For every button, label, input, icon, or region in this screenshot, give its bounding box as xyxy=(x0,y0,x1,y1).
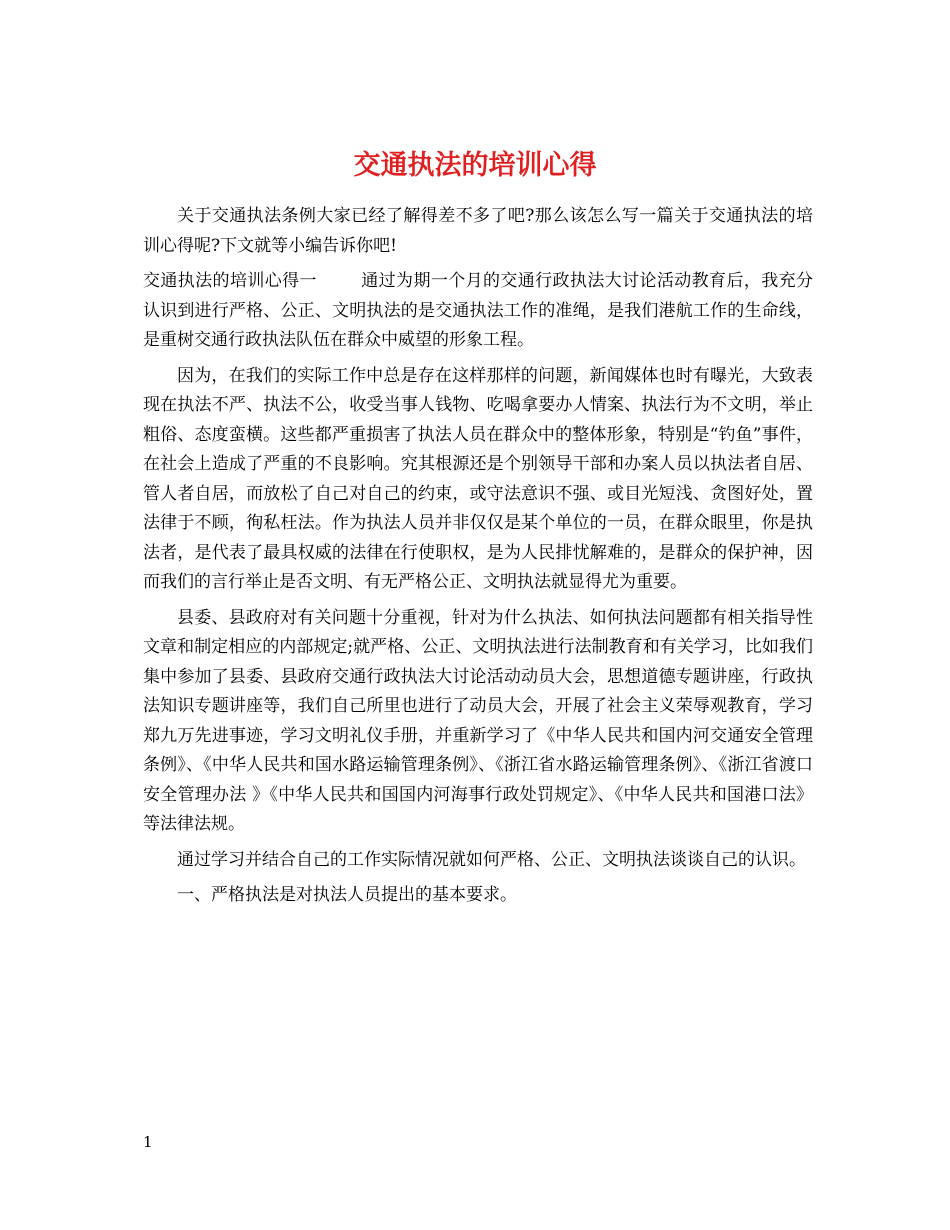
document-title: 交通执法的培训心得 xyxy=(353,150,597,182)
page-number: 1 xyxy=(143,1133,153,1151)
body-paragraph-2: 因为，在我们的实际工作中总是存在这样那样的问题，新闻媒体也时有曝光，大致表现在执法不严、执法不公，收受当事人钱物、吃喝拿要办人情案、执法行为不文明，举止粗俗、态度蛮横。这些都严重损害了执法人员在群众中的整体形象，特别是“钓鱼”事件，在社会上造成了严重的不良影响。究其根源还是个别领导干部和办案人员以执法者自居、管人者自居，而放松了自己对自己的约束，或守法意识不强、或目光短浅、贪图好处，置法律于不顾，徇私枉法。作为执法人员并非仅仅是某个单位的一员，在群众眼里，你是执法者，是代表了最具权威的法律在行使职权，是为人民排忧解难的，是群众的保护神，因而我们的言行举止是否文明、有无严格公正、文明执法就显得尤为重要。 xyxy=(143,365,813,592)
body-paragraph-4: 通过学习并结合自己的工作实际情况就如何严格、公正、文明执法谈谈自己的认识。 xyxy=(177,849,806,870)
section-heading: 交通执法的培训心得一 xyxy=(143,271,317,291)
section-first-text: 通过为期一个月的交通行政执法大讨论活动教育后，我充分认识到进行严格、公正、文明执法的是交通执法工作的准绳，是我们港航工作的生命线，是重树交通行政执法队伍在群众中威望的形象工程。 xyxy=(143,271,814,350)
section-one-paragraph xyxy=(143,267,813,356)
document-body xyxy=(143,202,813,917)
body-paragraph-3: 县委、县政府对有关问题十分重视，针对为什么执法、如何执法问题都有相关指导性文章和制定相应的内部规定;就严格、公正、文明执法进行法制教育和有关学习，比如我们集中参加了县委、县政府交通行政执法大讨论活动动员大会，思想道德专题讲座，行政执法知识专题讲座等，我们自己所里也进行了动员大会，开展了社会主义荣辱观教育，学习郑九万先进事迹，学习文明礼仪手册，并重新学习了《中华人民共和国内河交通安全管理条例》、《中华人民共和国水路运输管理条例》、《浙江省水路运输管理条例》、《浙江省渡口安全管理办法 》《中华人民共和国国内河海事行政处罚规定》、《中华人民共和国港口法》等法律法规。 xyxy=(143,607,813,834)
intro-paragraph: 关于交通执法条例大家已经了解得差不多了吧?那么该怎么写一篇关于交通执法的培训心得呢?下文就等小编告诉你吧! xyxy=(143,206,813,256)
body-paragraph-5: 一、严格执法是对执法人员提出的基本要求。 xyxy=(177,885,517,905)
